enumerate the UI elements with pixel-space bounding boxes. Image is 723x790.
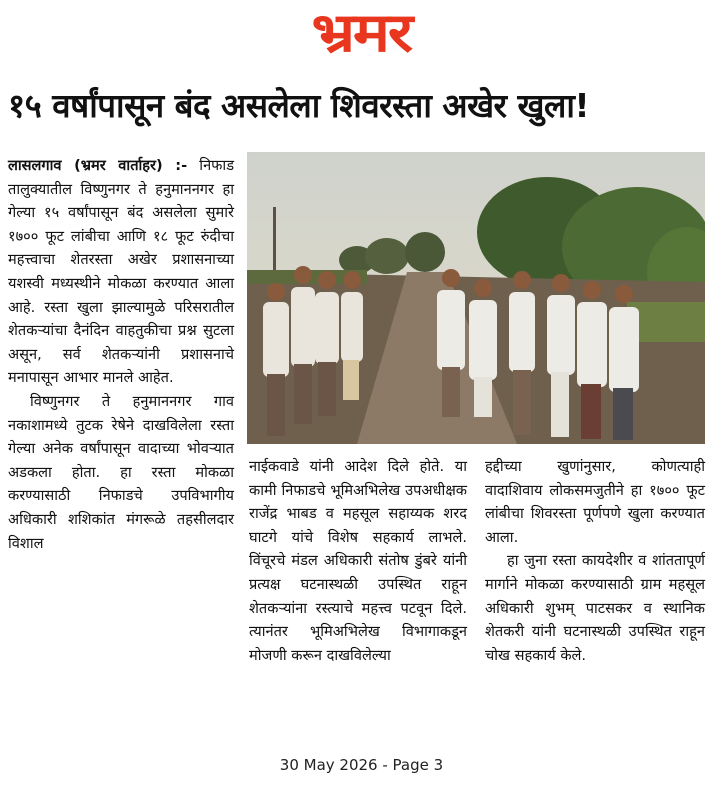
article-column-3 [485, 455, 705, 667]
article-column-2 [249, 455, 467, 667]
article-paragraph-1 [8, 154, 234, 390]
page-footer: 30 May 2026 - Page 3 [279, 756, 444, 774]
article-dateline: लासलगाव (भ्रमर वार्ताहर) :- [8, 157, 188, 174]
newspaper-masthead [0, 0, 723, 70]
article-column-1 [8, 154, 234, 555]
article-paragraph-4: हद्दीच्या खुणांनुसार, कोणत्याही वादाशिवाय लोकसमजुतीने हा १७०० फूट लांबीचा शिवरस्ता पूर्णपणे खुला करण्यात आला. [485, 458, 705, 546]
article-paragraph-3: नाईकवाडे यांनी आदेश दिले होते. या कामी निफाडचे भूमिअभिलेख उपअधीक्षक राजेंद्र भाबड व महसूल सहाय्यक शरद घाटगे यांचे विशेष सहकार्य लाभले. विंचूरचे मंडल अधिकारी संतोष डुंबरे यांनी प्रत्यक्ष घटनास्थळी उपस्थित राहून शेतकऱ्यांना रस्त्याचे महत्त्व पटवून दिले. त्यानंतर भूमिअभिलेख विभागाकडून मोजणी करून दाखविलेल्या [249, 458, 467, 664]
photo-illustration [247, 152, 705, 444]
article-paragraph-2: विष्णुनगर ते हनुमाननगर गाव नकाशामध्ये तुटक रेषेने दाखविलेला रस्ता गेल्या अनेक वर्षांपासून वादाच्या भोवऱ्यात अडकला होता. हा रस्ता मोकळा करण्यासाठी निफाडचे उपविभागीय अधिकारी शशिकांत मंगरूळे तहसीलदार विशाल [8, 392, 234, 552]
article-paragraph-1-text: निफाड तालुक्यातील विष्णुनगर ते हनुमाननगर हा गेल्या १५ वर्षांपासून बंद असलेला सुमारे १७०० फूट लांबीचा आणि १८ फूट रुंदीचा महत्त्वाचा शेतरस्ता अखेर प्रशासनाच्या यशस्वी मध्यस्थीने मोकळा करण्यात आला आहे. रस्ता खुला झाल्यामुळे परिसरातील शेतकऱ्यांचा दैनंदिन वाहतुकीचा प्रश्न सुटला असून, सर्व शेतकऱ्यांनी प्रशासनाचे मनापासून आभार मानले आहेत. [8, 157, 235, 387]
article-paragraph-5: हा जुना रस्ता कायदेशीर व शांततापूर्ण मार्गाने मोकळा करण्यासाठी ग्राम महसूल अधिकारी शुभम् पाटसकर व स्थानिक शेतकरी यांनी घटनास्थळी उपस्थित राहून चोख सहकार्य केले. [485, 552, 705, 664]
masthead-logo: भ्रमर [311, 1, 412, 64]
article-photo [247, 152, 705, 444]
article-headline: १५ वर्षांपासून बंद असलेला शिवरस्ता अखेर खुला! [8, 86, 590, 125]
